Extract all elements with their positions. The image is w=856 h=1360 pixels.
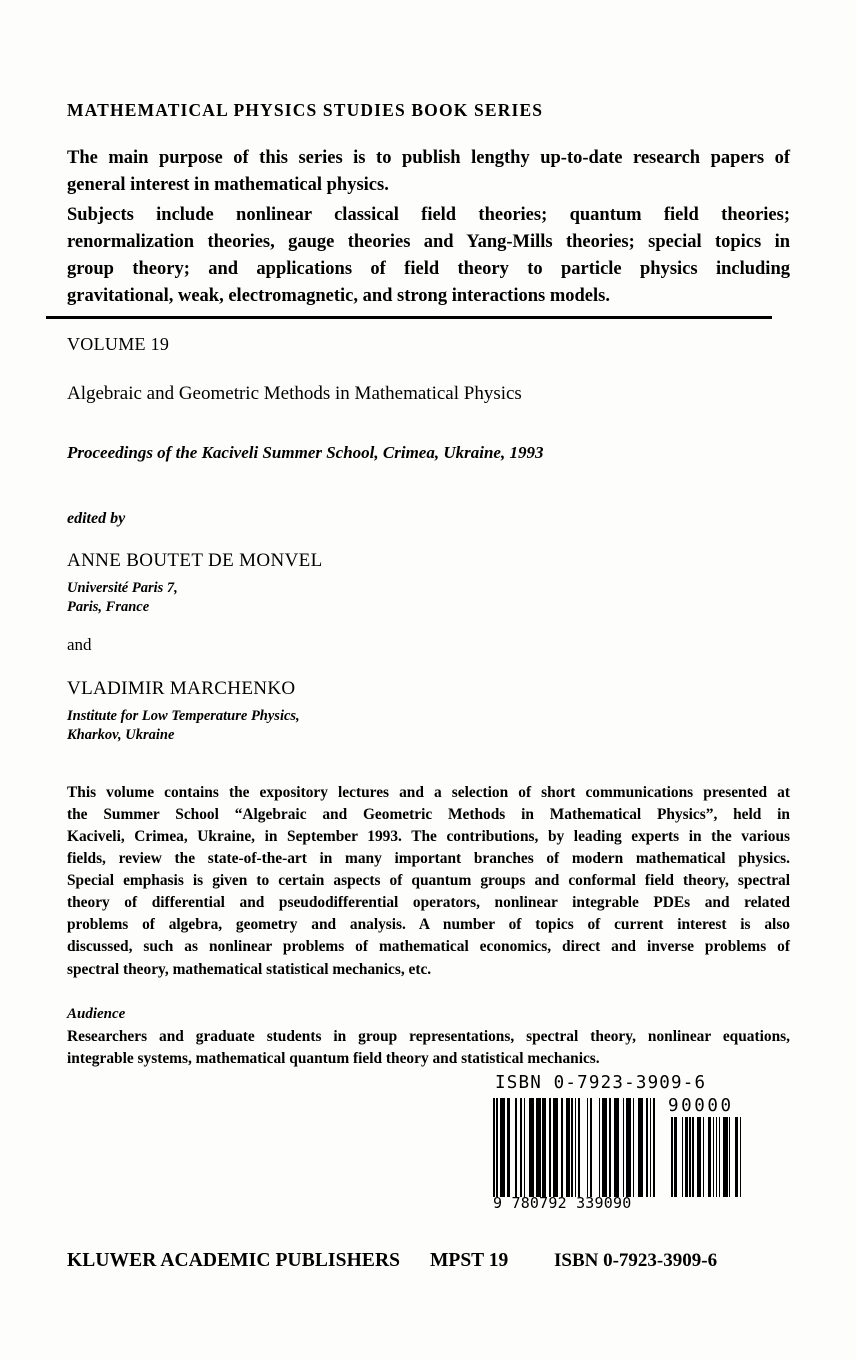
ean5-addon-barcode-bars	[670, 1117, 741, 1197]
series-purpose-line-1: The main purpose of this series is to publish lengthy up-to-date research papers of	[67, 148, 790, 169]
editor-affiliation-second-line-2: Kharkov, Ukraine	[67, 726, 175, 743]
series-header-title: MATHEMATICAL PHYSICS STUDIES BOOK SERIES	[67, 100, 544, 120]
description-line-7: problems of algebra, geometry and analysis. A number of topics of current interest is also	[67, 916, 790, 934]
section-divider-rule	[46, 316, 772, 319]
ean13-barcode-bars	[493, 1098, 655, 1197]
series-subjects-line-4: gravitational, weak, electromagnetic, and strong interactions models.	[67, 286, 610, 307]
editor-name-second: VLADIMIR MARCHENKO	[67, 677, 296, 699]
series-subjects-line-2: renormalization theories, gauge theories and Yang-Mills theories; special topics in	[67, 231, 790, 252]
footer-isbn: ISBN 0-7923-3909-6	[554, 1250, 718, 1271]
description-paragraph	[67, 745, 790, 981]
audience-line-2: integrable systems, mathematical quantum field theory and statistical mechanics.	[67, 1049, 600, 1067]
editors-conjunction: and	[67, 635, 92, 655]
audience-line-1: Researchers and graduate students in group representations, spectral theory, nonlinear equations,	[67, 1027, 790, 1045]
cover-footer	[67, 1250, 790, 1280]
barcode-addon-digits: 90000	[668, 1096, 734, 1116]
publisher-name: KLUWER ACADEMIC PUBLISHERS	[67, 1250, 401, 1271]
volume-number: VOLUME 19	[67, 334, 170, 355]
editors-block	[67, 463, 790, 745]
description-line-1: This volume contains the expository lectures and a selection of short communications presented at	[67, 783, 790, 801]
cover-content	[67, 0, 790, 1070]
audience-paragraph	[67, 1023, 790, 1070]
proceedings-subtitle: Proceedings of the Kaciveli Summer School, Crimea, Ukraine, 1993	[67, 442, 544, 462]
barcode-ean-digits: 9 780792 339090	[493, 1194, 632, 1212]
editor-affiliation-first-line-1: Université Paris 7,	[67, 580, 178, 597]
barcode-isbn-label: ISBN 0-7923-3909-6	[495, 1073, 707, 1093]
editor-affiliation-second	[67, 701, 790, 745]
barcode-block	[493, 1075, 748, 1220]
editor-affiliation-first	[67, 573, 790, 617]
series-purpose-line-2: general interest in mathematical physics.	[67, 175, 389, 196]
series-subjects-line-3: group theory; and applications of field theory to particle physics including	[67, 259, 790, 279]
volume-block	[67, 310, 790, 463]
volume-title: Algebraic and Geometric Methods in Mathematical Physics	[67, 382, 522, 404]
edited-by-label: edited by	[67, 510, 126, 528]
description-line-9: spectral theory, mathematical statistical mechanics, etc.	[67, 960, 432, 978]
series-subjects-paragraph	[67, 200, 790, 311]
description-line-5: Special emphasis is given to certain aspects of quantum groups and conformal field theory, spectral	[67, 872, 790, 890]
editor-affiliation-second-line-1: Institute for Low Temperature Physics,	[67, 707, 300, 724]
editor-affiliation-first-line-2: Paris, France	[67, 599, 150, 616]
series-subjects-line-1: Subjects include nonlinear classical field theories; quantum field theories;	[67, 204, 790, 225]
description-line-2: the Summer School “Algebraic and Geometric Methods in Mathematical Physics”, held in	[67, 805, 790, 823]
description-line-8: discussed, such as nonlinear problems of mathematical economics, direct and inverse problems of	[67, 938, 790, 956]
series-code: MPST 19	[430, 1250, 509, 1271]
audience-heading: Audience	[67, 1005, 126, 1022]
series-purpose-paragraph	[67, 120, 790, 199]
description-line-4: fields, review the state-of-the-art in many important branches of modern mathematical physics.	[67, 850, 790, 868]
description-line-3: Kaciveli, Crimea, Ukraine, in September 1993. The contributions, by leading experts in the various	[67, 828, 790, 846]
editor-name-first: ANNE BOUTET DE MONVEL	[67, 550, 323, 572]
description-line-6: theory of differential and pseudodifferential operators, nonlinear integrable PDEs and related	[67, 894, 790, 912]
